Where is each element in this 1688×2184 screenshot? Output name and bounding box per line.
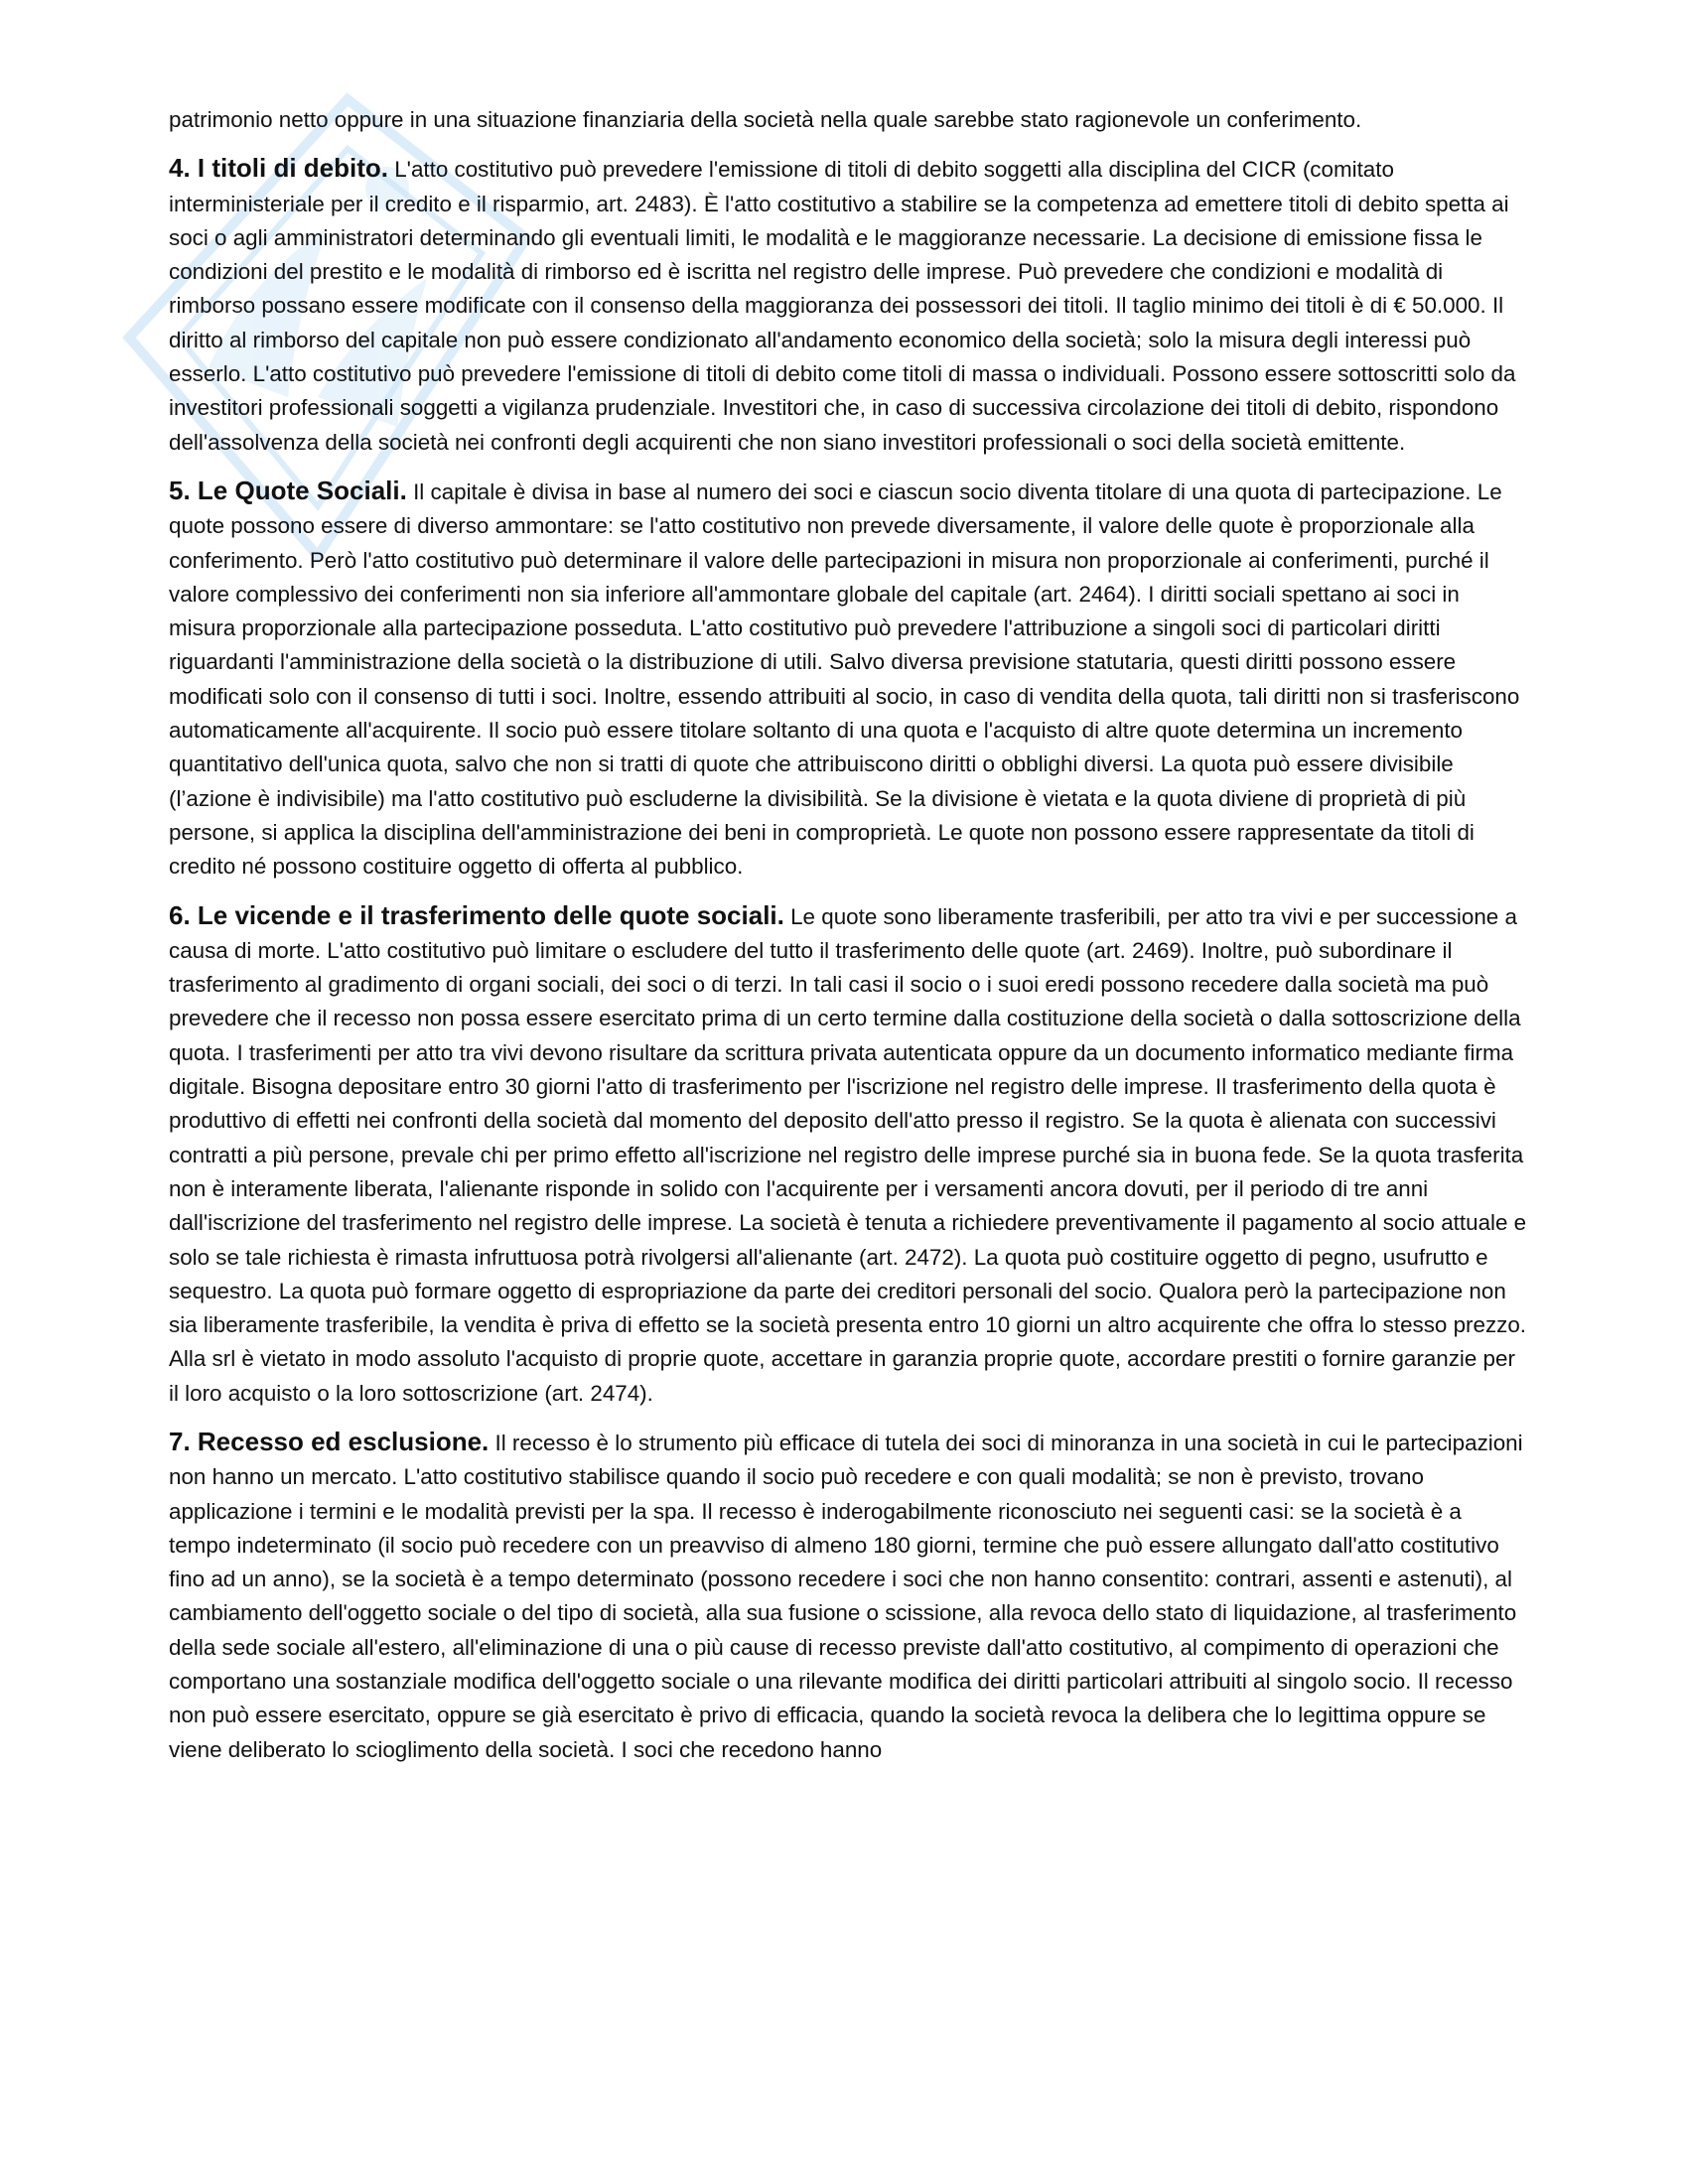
section-body: Il recesso è lo strumento più efficace di tutela dei soci di minoranza in una società in cui le partecipazioni non hanno un mercato. L'atto costitutivo stabilisce quando il socio può recedere e con quali modalità; se non è previsto, trovano applicazione i termini e le modalità previsti per la spa. Il recesso è inderogabilmente riconosciuto nei seguenti casi: se la società è a tempo indeterminato (il socio può recedere con un preavviso di almeno 180 giorni, termine che può essere allungato dall'atto costitutivo fino ad un anno), se la società è a tempo determinato (possono recedere i soci che non hanno consentito: contrari, assenti e astenuti), al cambiamento dell'oggetto sociale o del tipo di società, alla sua fusione o scissione, alla revoca dello stato di liquidazione, al trasferimento della sede sociale all'estero, all'eliminazione di una o più cause di recesso previste dall'atto costitutivo, al compimento di operazioni che comportano una sostanziale modifica dell'oggetto sociale o una rilevante modifica dei diritti particolari attribuiti al singolo socio. Il recesso non può essere esercitato, oppure se già esercitato è privo di efficacia, quando la società revoca la delibera che lo legittima oppure se viene deliberato lo scioglimento della società. I soci che recedono hanno — [169, 1430, 1523, 1762]
section-body: L'atto costitutivo può prevedere l'emissione di titoli di debito soggetti alla disciplina del CICR (comitato interministeriale per il credito e il risparmio, art. 2483). È l'atto costitutivo a stabilire se la competenza ad emettere titoli di debito spetta ai soci o agli amministratori determinando gli eventuali limiti, le modalità e le maggioranze necessarie. La decisione di emissione fissa le condizioni del prestito e le modalità di rimborso ed è iscritta nel registro delle imprese. Può prevedere che condizioni e modalità di rimborso possano essere modificate con il consenso della maggioranza dei possessori dei titoli. Il taglio minimo dei titoli è di € 50.000. Il diritto al rimborso del capitale non può essere condizionato all'andamento economico della società; solo la misura degli interessi può esserlo. L'atto costitutivo può prevedere l'emissione di titoli di debito come titoli di massa o individuali. Possono essere sottoscritti solo da investitori professionali soggetti a vigilanza prudenziale. Investitori che, in caso di successiva circolazione dei titoli di debito, rispondono dell'assolvenza della società nei confronti degli acquirenti che non siano investitori professionali o soci della società emittente. — [169, 157, 1516, 455]
section-body: Il capitale è divisa in base al numero dei soci e ciascun socio diventa titolare di una quota di partecipazione. Le quote possono essere di diverso ammontare: se l'atto costitutivo non prevede diversamente, il valore delle quote è proporzionale alla conferimento. Però l'atto costitutivo può determinare il valore delle partecipazioni in misura non proporzionale ai conferimenti, purché il valore complessivo dei conferimenti non sia inferiore all'ammontare globale del capitale (art. 2464). I diritti sociali spettano ai soci in misura proporzionale alla partecipazione posseduta. L'atto costitutivo può prevedere l'attribuzione a singoli soci di particolari diritti riguardanti l'amministrazione della società o la distribuzione di utili. Salvo diversa previsione statutaria, questi diritti possono essere modificati solo con il consenso di tutti i soci. Inoltre, essendo attribuiti al socio, in caso di vendita della quota, tali diritti non si trasferiscono automaticamente all'acquirente. Il socio può essere titolare soltanto di una quota e l'acquisto di altre quote determina un incremento quantitativo dell'unica quota, salvo che non si tratti di quote che attribuiscono diritti o obblighi diversi. La quota può essere divisibile (l’azione è indivisibile) ma l'atto costitutivo può escluderne la divisibilità. Se la divisione è vietata e la quota diviene di proprietà di più persone, si applica la disciplina dell'amministrazione dei beni in comproprietà. Le quote non possono essere rappresentate da titoli di credito né possono costituire oggetto di offerta al pubblico. — [169, 478, 1520, 880]
section-trasferimento-quote — [169, 898, 1529, 1411]
section-heading: 4. I titoli di debito. — [169, 153, 388, 184]
section-titoli-di-debito — [169, 151, 1529, 460]
section-recesso-esclusione — [169, 1425, 1529, 1767]
section-heading: 5. Le Quote Sociali. — [169, 475, 407, 505]
section-quote-sociali — [169, 474, 1529, 885]
section-heading: 7. Recesso ed esclusione. — [169, 1426, 490, 1456]
document-body — [169, 103, 1529, 1781]
section-heading: 6. Le vicende e il trasferimento delle quote sociali. — [169, 899, 784, 930]
section-body: Le quote sono liberamente trasferibili, per atto tra vivi e per successione a causa di morte. L'atto costitutivo può limitare o escludere del tutto il trasferimento delle quote (art. 2469). Inoltre, può subordinare il trasferimento al gradimento di organi sociali, dei soci o di terzi. In tali casi il socio o i suoi eredi possono recedere dalla società ma può prevedere che il recesso non possa essere esercitato prima di un certo termine dalla costituzione della società o dalla sottoscrizione della quota. I trasferimenti per atto tra vivi devono risultare da scrittura privata autenticata oppure da un documento informatico mediante firma digitale. Bisogna depositare entro 30 giorni l'atto di trasferimento per l'iscrizione nel registro delle imprese. Il trasferimento della quota è produttivo di effetti nei confronti della società dal momento del deposito dell'atto presso il registro. Se la quota è alienata con successivi contratti a più persone, prevale chi per primo effetto all'iscrizione nel registro delle imprese purché sia in buona fede. Se la quota trasferita non è interamente liberata, l'alienante risponde in solido con l'acquirente per i versamenti ancora dovuti, per il periodo di tre anni dall'iscrizione del trasferimento nel registro delle imprese. La società è tenuta a richiedere preventivamente il pagamento al socio attuale e solo se tale richiesta è rimasta infruttuosa potrà rivolgersi all'alienante (art. 2472). La quota può costituire oggetto di pegno, usufrutto e sequestro. La quota può formare oggetto di espropriazione da parte dei creditori personali del socio. Qualora però la partecipazione non sia liberamente trasferibile, la vendita è priva di effetto se la società presenta entro 10 giorni un altro acquirente che offra lo stesso prezzo. Alla srl è vietato in modo assoluto l'acquisto di proprie quote, accettare in garanzia proprie quote, accordare prestiti o fornire garanzie per il loro acquisto o la loro sottoscrizione (art. 2474). — [169, 903, 1527, 1406]
intro-paragraph: patrimonio netto oppure in una situazione finanziaria della società nella quale sarebbe stato ragionevole un conferimento. — [169, 107, 1362, 132]
